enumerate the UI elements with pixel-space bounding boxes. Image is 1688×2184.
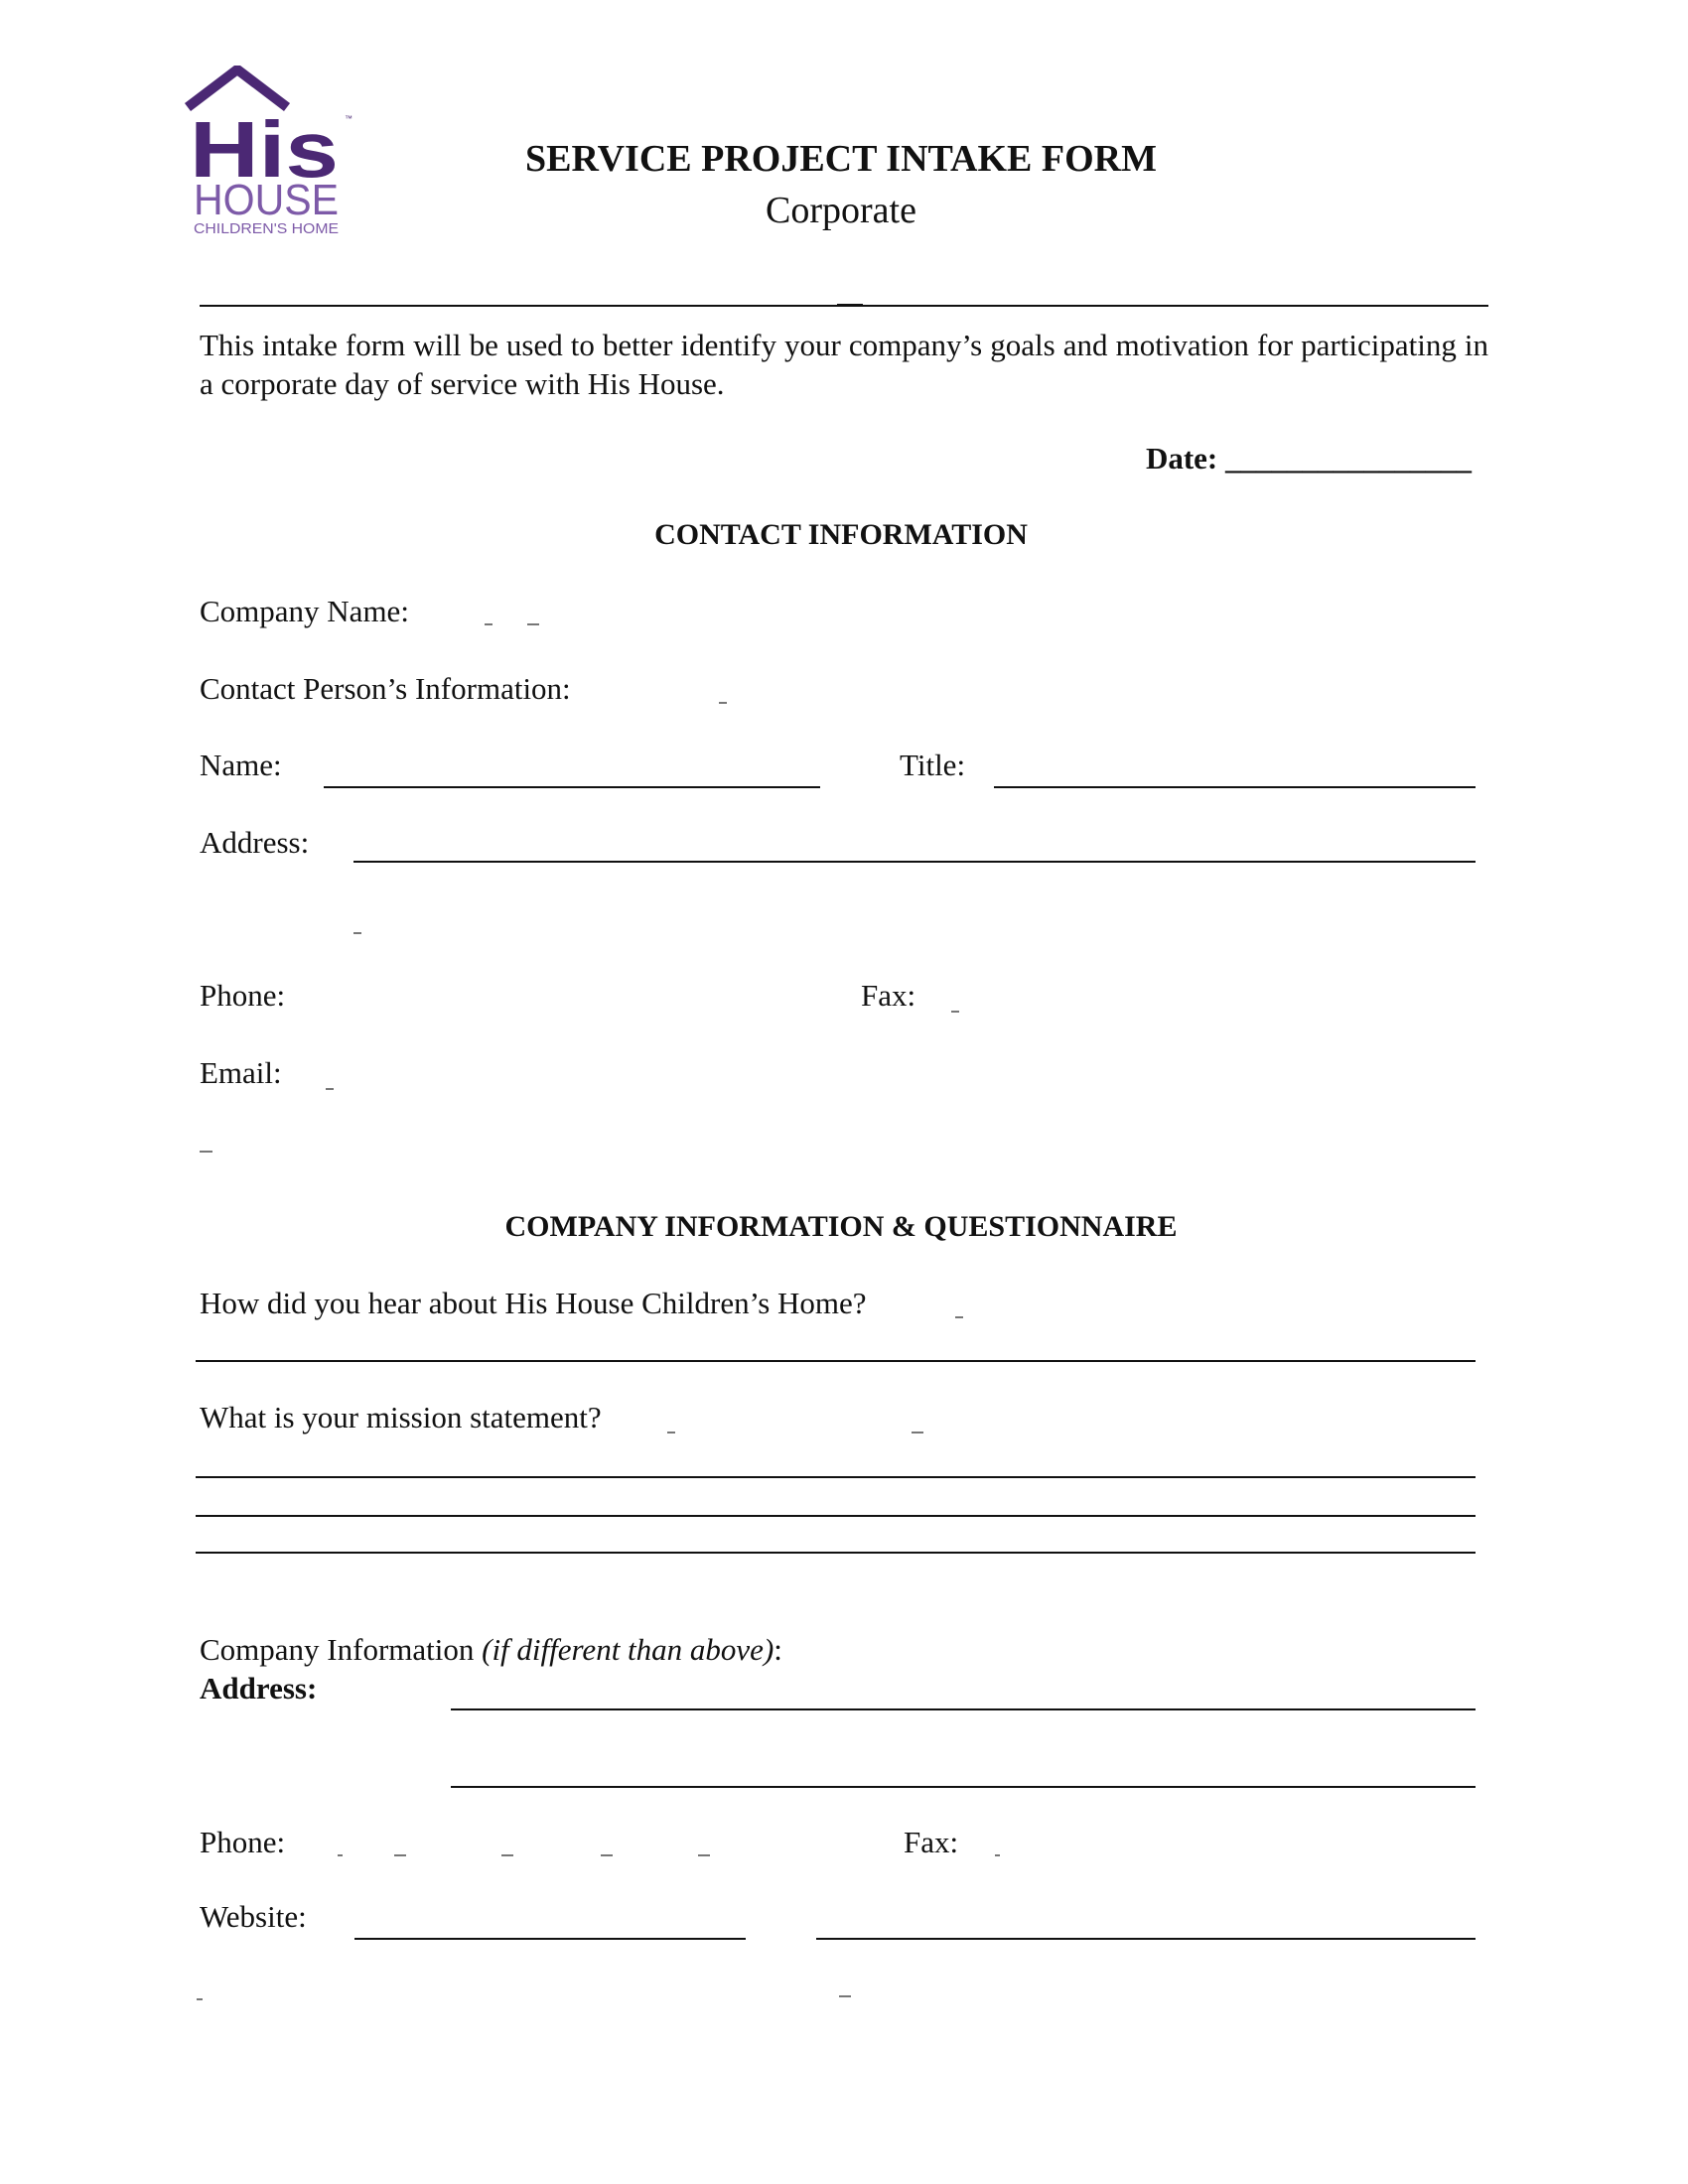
company-name-label: Company Name: (200, 594, 409, 628)
form-subtitle: Corporate (766, 190, 916, 231)
contact-person-label: Contact Person’s Information: (200, 671, 571, 706)
contact-section-heading: CONTACT INFORMATION (654, 518, 1028, 551)
company-fax-label: Fax: (904, 1825, 959, 1859)
mission-answer-line[interactable] (196, 1476, 1476, 1478)
date-field[interactable]: Date: ________________ (1145, 441, 1472, 476)
dash-mark (955, 1316, 963, 1318)
dash-mark (667, 1432, 675, 1433)
name-label: Name: (200, 748, 282, 782)
company-phone-field[interactable] (338, 1854, 343, 1856)
mission-answer-line[interactable] (196, 1515, 1476, 1517)
email-field[interactable] (326, 1088, 334, 1090)
mission-answer-line[interactable] (196, 1552, 1476, 1554)
name-field[interactable] (324, 786, 820, 788)
mission-question: What is your mission statement? (200, 1400, 602, 1434)
company-address-label: Address: (200, 1671, 318, 1706)
dash-mark (839, 1995, 851, 1997)
dash-mark (353, 932, 361, 934)
address-label: Address: (200, 825, 310, 860)
form-title: SERVICE PROJECT INTAKE FORM (525, 138, 1157, 180)
company-info-text: Company Information (200, 1632, 475, 1667)
dash-mark (912, 1432, 923, 1433)
dash-mark (698, 1854, 710, 1856)
email-label: Email: (200, 1055, 282, 1090)
company-address-field-2[interactable] (451, 1786, 1476, 1788)
dash-mark (200, 1151, 212, 1153)
website-label: Website: (200, 1899, 307, 1934)
address-field[interactable] (353, 861, 1476, 863)
company-info-note: (if different than above) (482, 1632, 774, 1667)
dash-mark (501, 1854, 513, 1856)
fax-label: Fax: (861, 978, 916, 1013)
svg-text:HOUSE: HOUSE (194, 176, 339, 224)
header-divider-mark (837, 304, 863, 307)
dash-mark (719, 702, 727, 704)
company-address-field-1[interactable] (451, 1708, 1476, 1710)
dash-mark (601, 1854, 613, 1856)
company-phone-label: Phone: (200, 1825, 286, 1859)
svg-text:CHILDREN'S HOME: CHILDREN'S HOME (194, 220, 339, 237)
company-info-label (200, 1633, 782, 1667)
website-field-2[interactable] (816, 1938, 1476, 1940)
dash-mark (197, 1998, 203, 2000)
svg-text:™: ™ (345, 114, 352, 123)
title-label: Title: (900, 748, 966, 782)
colon: : (774, 1632, 782, 1667)
intro-paragraph: This intake form will be used to better identify your company’s goals and motivation for participating in a corporate day of service with His House. (200, 328, 1488, 401)
hear-about-question: How did you hear about His House Children’s Home? (200, 1286, 867, 1320)
company-section-heading: COMPANY INFORMATION & QUESTIONNAIRE (504, 1210, 1178, 1243)
website-field-1[interactable] (354, 1938, 746, 1940)
svg-text:His: His (190, 105, 339, 194)
fax-field[interactable] (951, 1011, 959, 1013)
company-fax-field[interactable] (995, 1854, 1000, 1856)
dash-mark (394, 1854, 406, 1856)
dash-mark (527, 623, 539, 625)
company-name-field[interactable] (485, 623, 492, 625)
hear-about-answer-line[interactable] (196, 1360, 1476, 1362)
phone-label: Phone: (200, 978, 286, 1013)
title-field[interactable] (994, 786, 1476, 788)
